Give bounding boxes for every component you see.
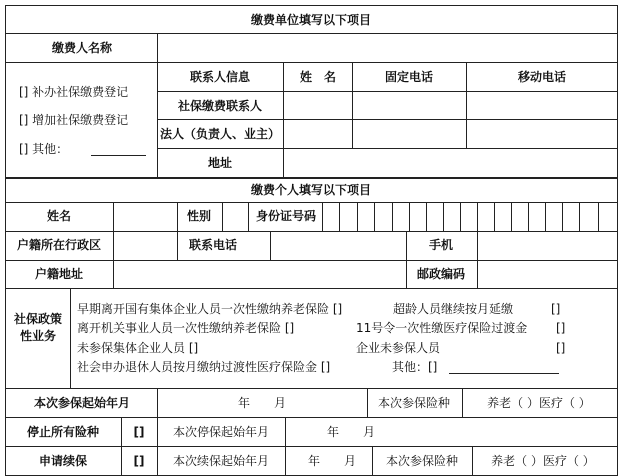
rule bbox=[409, 202, 410, 231]
rule bbox=[157, 119, 617, 120]
col-fixed-phone: 固定电话 bbox=[384, 70, 434, 84]
business-item-overage-extend[interactable]: 超龄人员继续按月延缴 bbox=[393, 302, 514, 316]
rule bbox=[157, 388, 158, 476]
rule bbox=[392, 202, 393, 231]
household-address-label: 户籍地址 bbox=[34, 267, 84, 281]
rule bbox=[528, 202, 529, 231]
business-label: 社保政策性业务 bbox=[14, 312, 63, 343]
rule bbox=[5, 260, 617, 261]
row-legal-rep: 法人（负责人、业主） bbox=[159, 127, 281, 141]
stop-all-label: 停止所有险种 bbox=[26, 425, 100, 439]
option-other-underline[interactable] bbox=[91, 155, 146, 156]
rule bbox=[466, 62, 467, 148]
business-item-uninsured-enterprise-check[interactable]: [] bbox=[556, 341, 566, 355]
renew-checkbox[interactable]: [] bbox=[133, 454, 145, 468]
rule bbox=[5, 202, 617, 203]
rule bbox=[477, 231, 478, 288]
rule bbox=[579, 202, 580, 231]
rule bbox=[372, 446, 373, 476]
rule bbox=[460, 202, 461, 231]
payer-name-label: 缴费人名称 bbox=[51, 41, 113, 55]
stop-all-checkbox[interactable]: [] bbox=[133, 425, 145, 439]
business-item-other[interactable]: 其他：[] bbox=[392, 360, 438, 374]
border-top bbox=[5, 5, 617, 6]
rule bbox=[357, 202, 358, 231]
rule bbox=[113, 202, 114, 288]
rule bbox=[472, 446, 473, 476]
renew-label: 申请续保 bbox=[38, 454, 88, 468]
rule bbox=[248, 202, 249, 231]
business-item-uninsured-enterprise[interactable]: 企业未参保人员 bbox=[356, 341, 441, 355]
option-other[interactable]: [] 其他： bbox=[19, 142, 69, 156]
rule bbox=[283, 62, 284, 177]
gender-label: 性别 bbox=[186, 209, 212, 223]
rule bbox=[339, 202, 340, 231]
rule bbox=[5, 62, 617, 63]
rule bbox=[5, 446, 617, 447]
option-supplement-registration[interactable]: [] 补办社保缴费登记 bbox=[19, 85, 129, 99]
id-label: 身份证号码 bbox=[255, 209, 317, 223]
business-item-uninsured-collective[interactable]: 未参保集体企业人员 [] bbox=[77, 341, 199, 355]
insurance-type-label-2: 本次参保险种 bbox=[385, 454, 459, 468]
rule bbox=[5, 388, 617, 389]
insurance-type-label: 本次参保险种 bbox=[377, 396, 451, 410]
business-item-left-institution-pension[interactable]: 离开机关事业人员一次性缴纳养老保险 [] bbox=[77, 321, 295, 335]
stop-start-value[interactable]: 年 月 bbox=[326, 425, 376, 439]
row-social-contact: 社保缴费联系人 bbox=[177, 99, 263, 113]
option-add-registration[interactable]: [] 增加社保缴费登记 bbox=[19, 113, 129, 127]
rule bbox=[177, 202, 178, 260]
business-item-order-11-medical-check[interactable]: [] bbox=[556, 321, 566, 335]
rule bbox=[5, 417, 617, 418]
rule bbox=[494, 202, 495, 231]
rule bbox=[367, 388, 368, 417]
row-address: 地址 bbox=[207, 156, 233, 170]
household-district-label: 户籍所在行政区 bbox=[16, 238, 102, 252]
contact-phone-label: 联系电话 bbox=[188, 238, 238, 252]
business-other-underline[interactable] bbox=[449, 373, 559, 374]
rule bbox=[157, 148, 617, 149]
start-month-label: 本次参保起始年月 bbox=[33, 396, 131, 410]
rule bbox=[562, 202, 563, 231]
rule bbox=[5, 231, 617, 232]
rule bbox=[477, 202, 478, 231]
rule bbox=[352, 62, 353, 148]
col-mobile-phone: 移动电话 bbox=[517, 70, 567, 84]
rule bbox=[5, 33, 617, 34]
rule bbox=[511, 202, 512, 231]
personal-section-header: 缴费个人填写以下项目 bbox=[250, 183, 372, 197]
rule bbox=[406, 231, 407, 288]
rule bbox=[426, 202, 427, 231]
border-right bbox=[617, 5, 618, 476]
insurance-options-2[interactable]: 养老（ ）医疗（ ） bbox=[491, 454, 595, 468]
border-left bbox=[5, 5, 6, 476]
rule bbox=[322, 202, 323, 231]
rule bbox=[157, 33, 158, 177]
rule bbox=[285, 417, 286, 446]
rule bbox=[545, 202, 546, 231]
rule bbox=[285, 446, 286, 476]
postcode-label: 邮政编码 bbox=[416, 267, 466, 281]
rule bbox=[157, 91, 617, 92]
rule bbox=[70, 288, 71, 388]
rule bbox=[598, 202, 599, 231]
start-month-value[interactable]: 年 月 bbox=[237, 396, 287, 410]
rule bbox=[5, 288, 617, 289]
contact-info-label: 联系人信息 bbox=[189, 70, 251, 84]
rule bbox=[374, 202, 375, 231]
name-label: 姓名 bbox=[46, 209, 72, 223]
col-name: 姓 名 bbox=[299, 70, 337, 84]
rule bbox=[222, 202, 223, 231]
rule bbox=[5, 177, 617, 179]
rule bbox=[270, 231, 271, 260]
rule bbox=[121, 417, 122, 476]
unit-section-header: 缴费单位填写以下项目 bbox=[250, 13, 372, 27]
insurance-options[interactable]: 养老（ ）医疗（ ） bbox=[487, 396, 591, 410]
business-item-retiree-medical[interactable]: 社会申办退休人员按月缴纳过渡性医疗保险金 [] bbox=[77, 360, 331, 374]
business-item-order-11-medical[interactable]: 11号令一次性缴医疗保险过渡金 bbox=[356, 321, 528, 335]
business-item-early-leave-pension[interactable]: 早期离开国有集体企业人员一次性缴纳养老保险 [] bbox=[77, 302, 343, 316]
renew-start-label: 本次续保起始年月 bbox=[172, 454, 270, 468]
renew-start-value[interactable]: 年 月 bbox=[307, 454, 357, 468]
stop-start-label: 本次停保起始年月 bbox=[172, 425, 270, 439]
business-item-overage-extend-check[interactable]: [] bbox=[551, 302, 561, 316]
rule bbox=[462, 388, 463, 417]
rule bbox=[443, 202, 444, 231]
mobile-label: 手机 bbox=[428, 238, 454, 252]
